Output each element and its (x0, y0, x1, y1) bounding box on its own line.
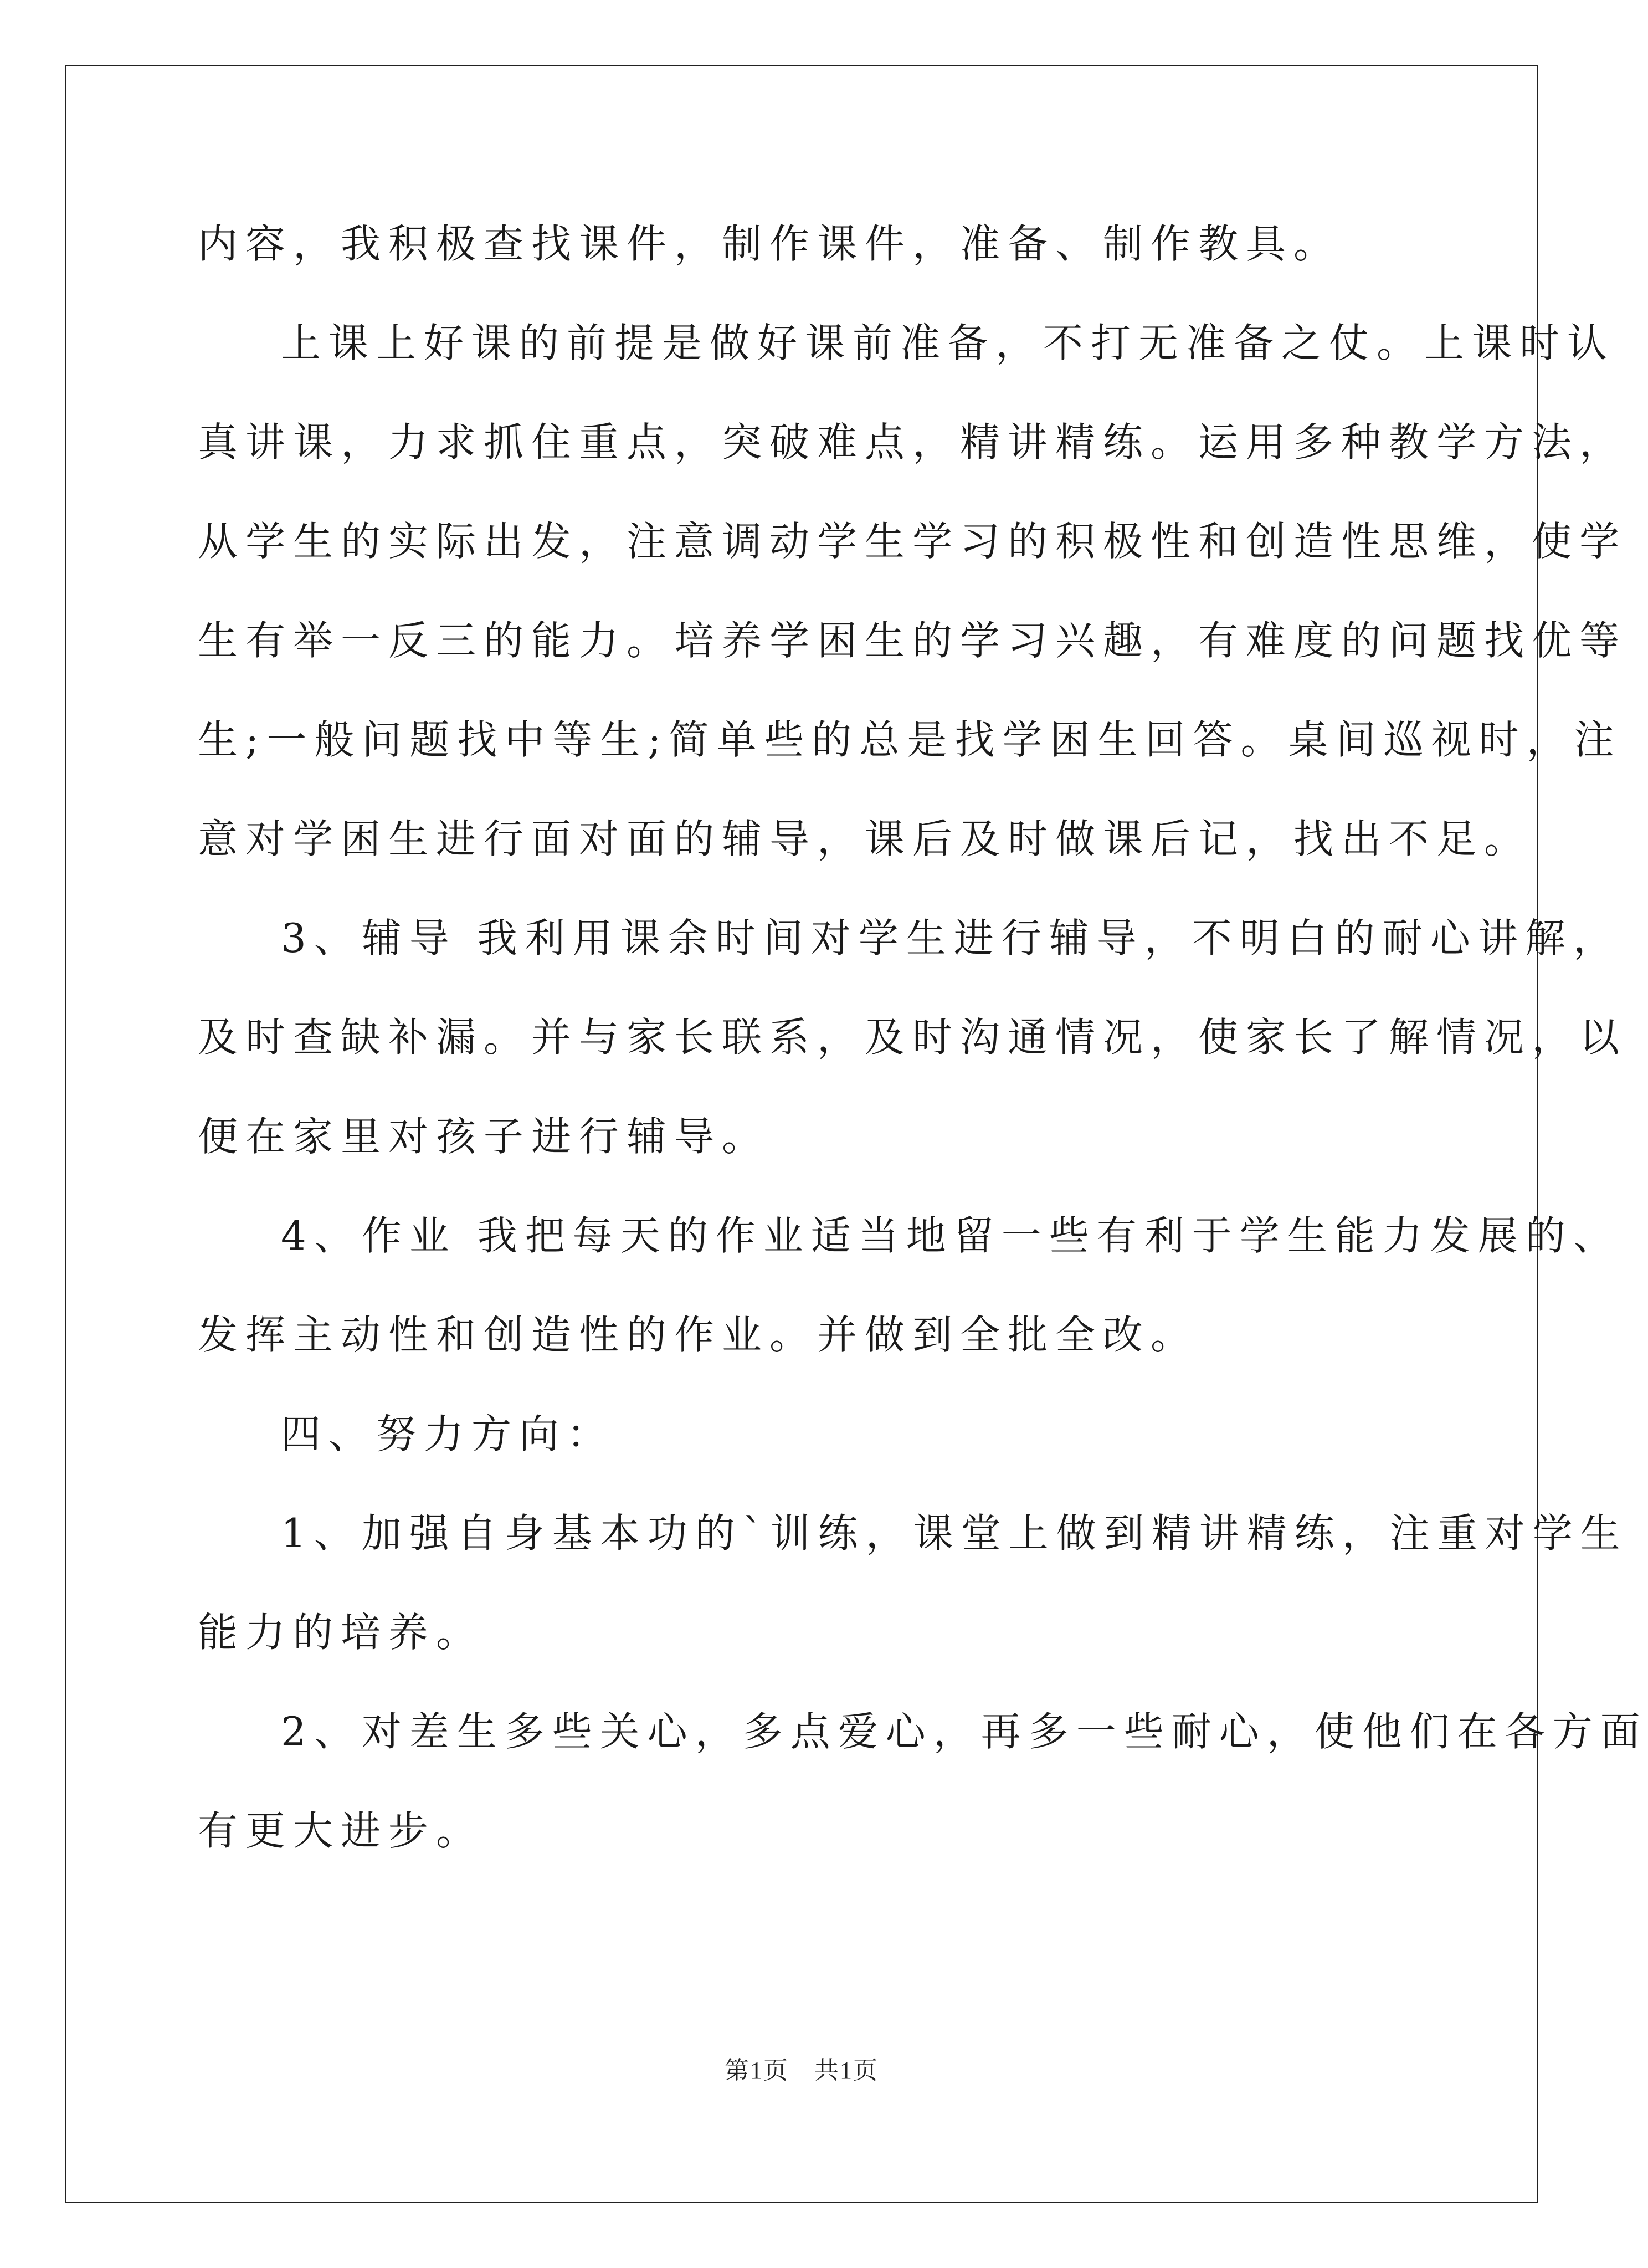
text-line: 3、辅导 我利用课余时间对学生进行辅导，不明白的耐心讲解， (281, 915, 1621, 961)
text-line: 从学生的实际出发，注意调动学生学习的积极性和创造性思维，使学 (198, 518, 1628, 565)
text-line: 意对学困生进行面对面的辅导，课后及时做课后记，找出不足。 (198, 816, 1532, 862)
section-heading: 四、努力方向： (281, 1411, 615, 1457)
text-line: 生;一般问题找中等生;简单些的总是找学困生回答。桌间巡视时，注 (198, 716, 1622, 763)
text-line: 内容，我积极查找课件，制作课件，准备、制作教具。 (198, 221, 1342, 267)
text-line: 上课上好课的前提是做好课前准备，不打无准备之仗。上课时认 (281, 320, 1615, 366)
text-line: 能力的培养。 (198, 1609, 484, 1656)
text-line: 2、对差生多些关心，多点爱心，再多一些耐心，使他们在各方面 (281, 1708, 1648, 1755)
text-line: 便在家里对孩子进行辅导。 (198, 1113, 770, 1160)
text-line: 发挥主动性和创造性的作业。并做到全批全改。 (198, 1312, 1199, 1358)
page-number-footer: 第1页 共1页 (725, 2057, 879, 2084)
text-line: 及时查缺补漏。并与家长联系，及时沟通情况，使家长了解情况，以 (198, 1014, 1628, 1061)
text-line: 生有举一反三的能力。培养学困生的学习兴趣，有难度的问题找优等 (198, 617, 1628, 664)
text-line: 有更大进步。 (198, 1808, 484, 1854)
text-line: 1、加强自身基本功的`训练，课堂上做到精讲精练，注重对学生 (281, 1510, 1628, 1557)
text-line: 真讲课，力求抓住重点，突破难点，精讲精练。运用多种教学方法， (198, 419, 1628, 465)
text-line: 4、作业 我把每天的作业适当地留一些有利于学生能力发展的、 (281, 1212, 1621, 1259)
document-body (198, 205, 1648, 1891)
